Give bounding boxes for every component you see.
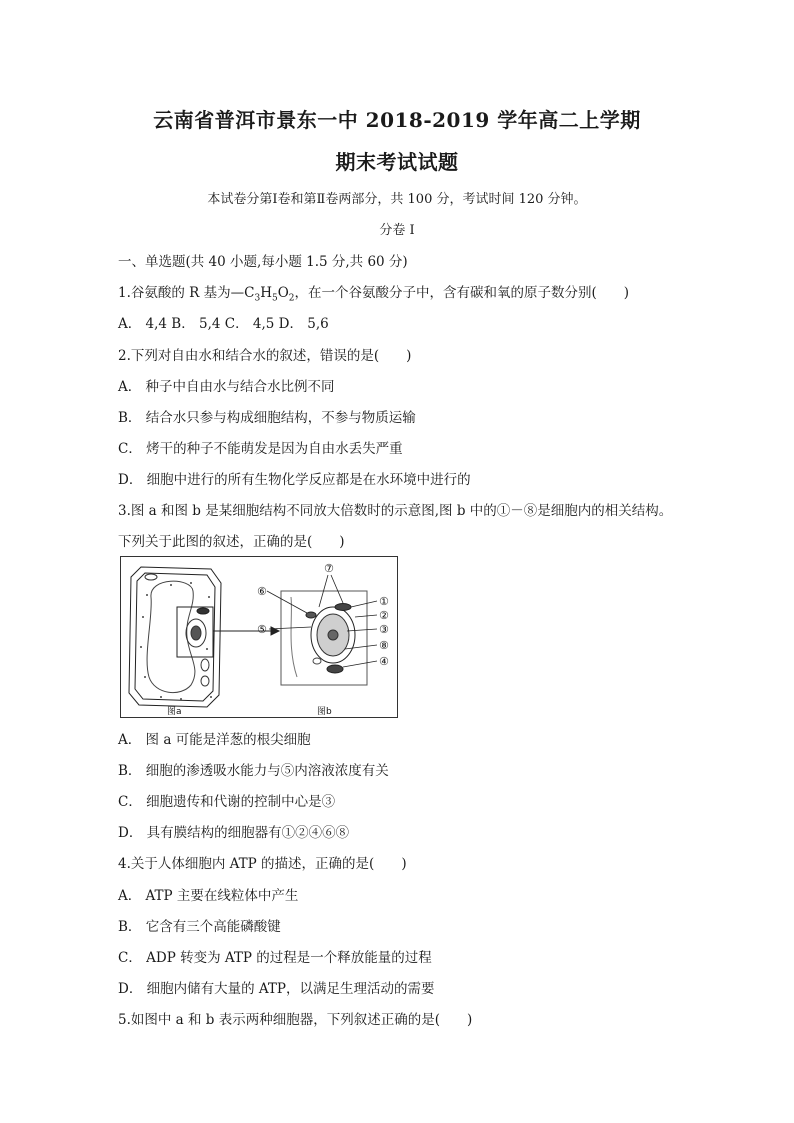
figure-a-cell (129, 567, 221, 707)
question-4-option-a: A． ATP 主要在线粒体中产生 (118, 888, 299, 904)
question-3-option-b: B． 细胞的渗透吸水能力与⑤内溶液浓度有关 (118, 763, 389, 779)
marker-7: ⑦ (324, 562, 334, 575)
question-1-stem (118, 281, 629, 304)
figure-b-detail (281, 591, 367, 685)
q1-formula-h: H (260, 285, 272, 301)
section-label: 分卷 I (379, 223, 415, 238)
q1-stem-pre: 1.谷氨酸的 R 基为—C (118, 285, 255, 301)
q1-stem-post: ，在一个谷氨酸分子中，含有碳和氧的原子数分别( ) (294, 285, 630, 301)
cell-structure-figure (120, 556, 398, 718)
question-1-options: A． 4,4 B． 5,4 C． 4,5 D． 5,6 (118, 316, 329, 332)
question-3-option-d: D． 具有膜结构的细胞器有①②④⑥⑧ (118, 825, 350, 841)
question-2-option-c: C． 烤干的种子不能萌发是因为自由水丢失严重 (118, 441, 403, 457)
arrow-icon (213, 627, 279, 635)
q1-sub-o: 2 (288, 293, 295, 304)
question-2-option-a: A． 种子中自由水与结合水比例不同 (118, 379, 335, 395)
question-2-option-d: D． 细胞中进行的所有生物化学反应都是在水环境中进行的 (118, 472, 471, 488)
marker-8: ⑧ (379, 639, 389, 652)
question-4-option-d: D． 细胞内储有大量的 ATP，以满足生理活动的需要 (118, 981, 435, 997)
question-4-option-c: C． ADP 转变为 ATP 的过程是一个释放能量的过程 (118, 950, 432, 966)
question-4-option-b: B． 它含有三个高能磷酸键 (118, 919, 281, 935)
exam-title-line2: 期末考试试题 (335, 150, 459, 174)
question-4-stem: 4.关于人体细胞内 ATP 的描述，正确的是( ) (118, 856, 407, 872)
figure-b-label: 图b (317, 707, 332, 717)
marker-5: ⑤ (257, 623, 267, 636)
marker-4: ④ (379, 655, 389, 668)
marker-3: ③ (379, 623, 389, 636)
q1-formula-o: O (277, 285, 289, 301)
exam-intro: 本试卷分第Ⅰ卷和第Ⅱ卷两部分，共 100 分，考试时间 120 分钟。 (207, 192, 587, 207)
q1-sub-c: 3 (254, 293, 261, 304)
exam-title-line1: 云南省普洱市景东一中 2018-2019 学年高二上学期 (153, 108, 641, 132)
marker-1: ① (379, 595, 389, 608)
marker-2: ② (379, 609, 389, 622)
question-3-stem-line1: 3.图 a 和图 b 是某细胞结构不同放大倍数时的示意图,图 b 中的①－⑧是细胞内的相关结构。 (118, 503, 673, 519)
question-2-stem: 2.下列对自由水和结合水的叙述，错误的是( ) (118, 348, 412, 364)
figure-a-label: 图a (167, 707, 182, 717)
cell-diagram (121, 557, 397, 717)
part-heading: 一、单选题(共 40 小题,每小题 1.5 分,共 60 分) (118, 254, 408, 270)
question-3-option-c: C． 细胞遗传和代谢的控制中心是③ (118, 794, 336, 810)
question-3-stem-line2: 下列关于此图的叙述，正确的是( ) (118, 534, 345, 550)
question-2-option-b: B． 结合水只参与构成细胞结构，不参与物质运输 (118, 410, 416, 426)
q1-sub-h: 5 (271, 293, 278, 304)
question-5-stem: 5.如图中 a 和 b 表示两种细胞器，下列叙述正确的是( ) (118, 1012, 473, 1028)
question-3-option-a: A． 图 a 可能是洋葱的根尖细胞 (118, 732, 311, 748)
marker-6: ⑥ (257, 585, 267, 598)
